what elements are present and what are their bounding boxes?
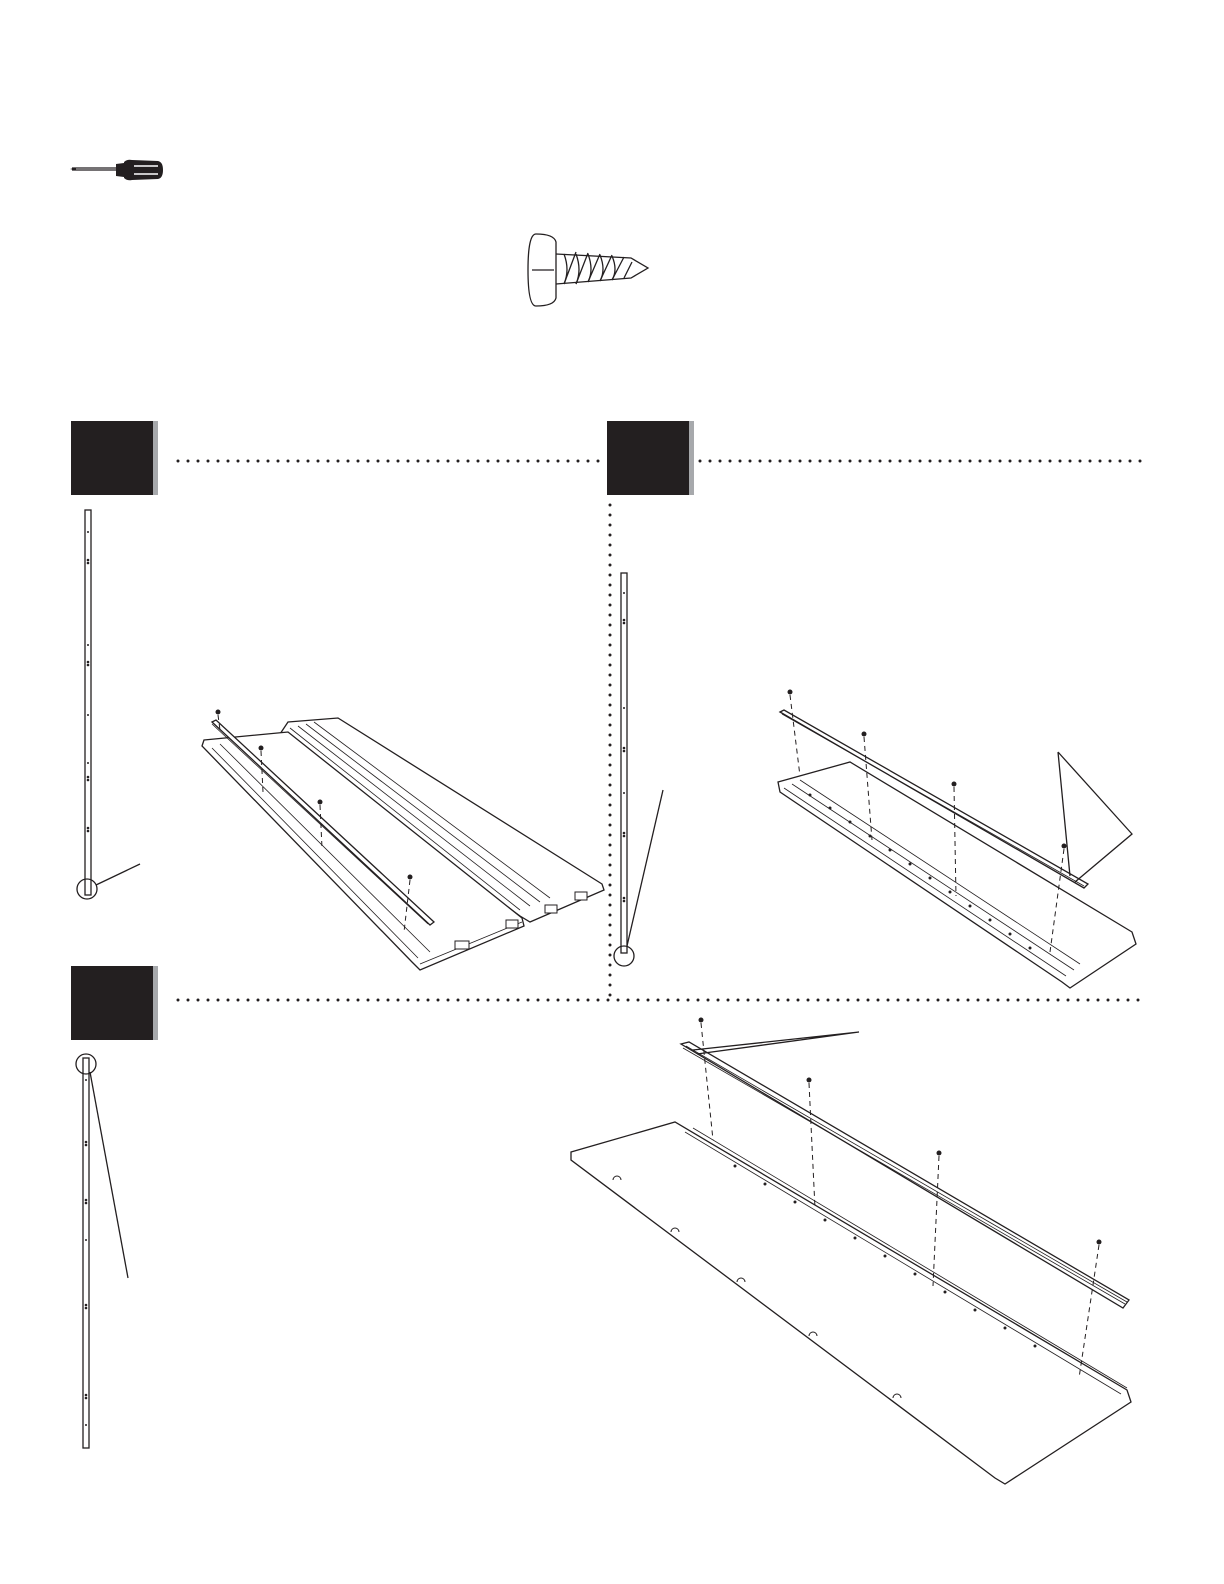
step-2-panel-assembly [770,680,1150,1000]
step-1-rail [70,505,150,905]
step-3-rail [70,1050,150,1460]
step-2-rail [605,568,685,968]
step-1-panel-assembly [190,700,610,980]
step-3-panel-assembly [565,1010,1145,1510]
